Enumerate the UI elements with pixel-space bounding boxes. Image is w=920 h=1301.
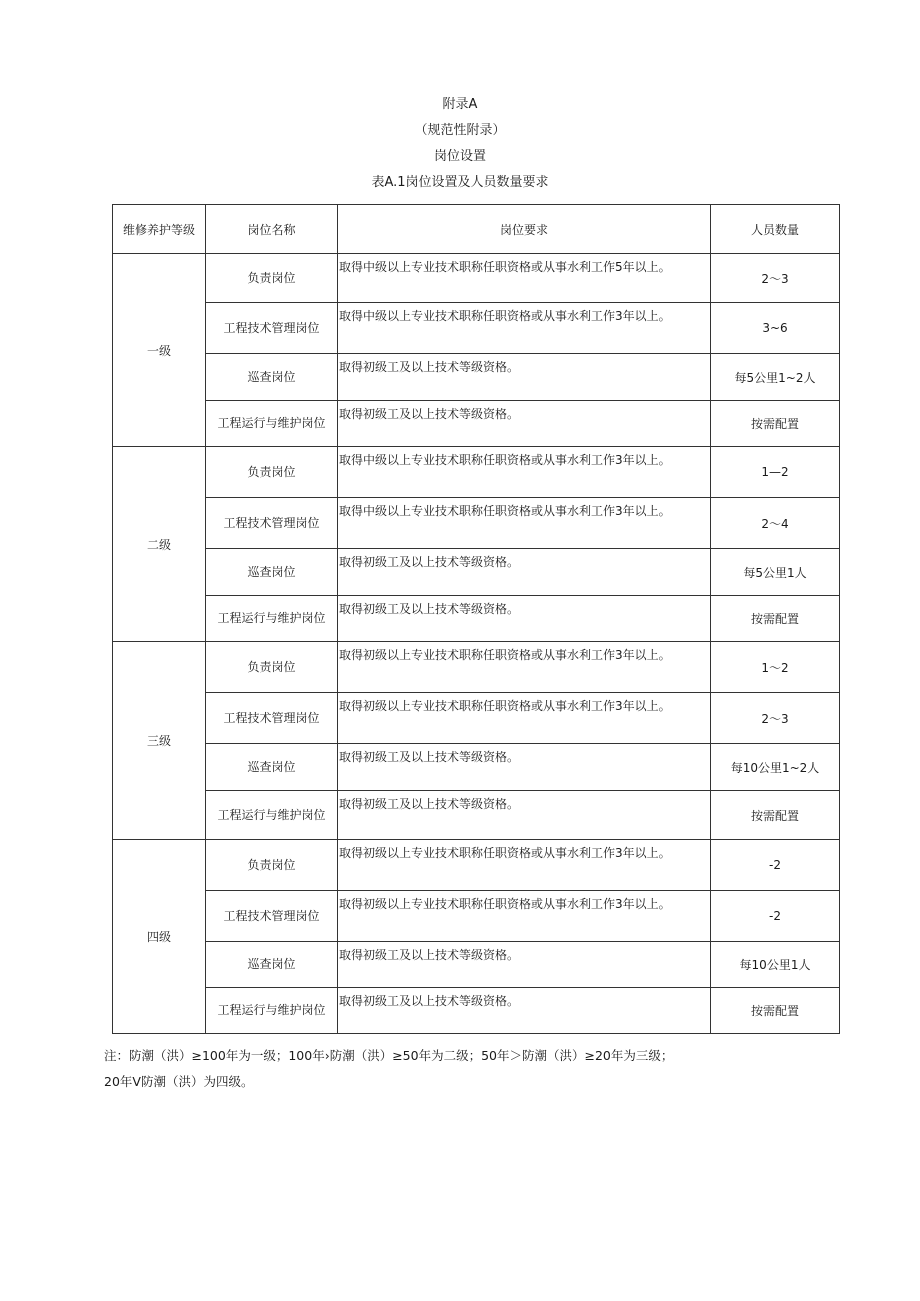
- post-name-cell: 工程运行与维护岗位: [206, 988, 338, 1034]
- staff-count-cell: -2: [711, 840, 840, 891]
- table-row: [113, 988, 840, 1034]
- table-body: [113, 254, 840, 1034]
- staff-count-cell: 每5公里1人: [711, 549, 840, 596]
- requirement-cell: 取得初级工及以上技术等级资格。: [338, 549, 711, 596]
- staffing-table: [112, 204, 840, 1034]
- table-row: [113, 447, 840, 498]
- table-row: [113, 401, 840, 447]
- requirement-cell: 取得中级以上专业技术职称任职资格或从事水利工作3年以上。: [338, 498, 711, 549]
- document-heading: [0, 92, 920, 196]
- staff-count-cell: 3~6: [711, 303, 840, 354]
- table-row: [113, 354, 840, 401]
- post-name-cell: 巡查岗位: [206, 942, 338, 988]
- appendix-type: （规范性附录）: [414, 123, 506, 138]
- note-line-2: 20年V防潮（洪）为四级。: [104, 1074, 254, 1089]
- table-row: [113, 891, 840, 942]
- requirement-cell: 取得初级工及以上技术等级资格。: [338, 988, 711, 1034]
- post-name-cell: 巡查岗位: [206, 744, 338, 791]
- table-row: [113, 840, 840, 891]
- level-cell: 二级: [113, 447, 206, 642]
- requirement-cell: 取得初级工及以上技术等级资格。: [338, 596, 711, 642]
- staff-count-cell: -2: [711, 891, 840, 942]
- header-requirement: 岗位要求: [338, 205, 711, 254]
- staff-count-cell: 每5公里1~2人: [711, 354, 840, 401]
- table-note: [104, 1043, 864, 1095]
- table-caption: 表A.1岗位设置及人员数量要求: [371, 175, 549, 190]
- staff-count-cell: 按需配置: [711, 988, 840, 1034]
- requirement-cell: 取得初级工及以上技术等级资格。: [338, 354, 711, 401]
- header-count: 人员数量: [711, 205, 840, 254]
- staff-count-cell: 2～3: [711, 254, 840, 303]
- requirement-cell: 取得初级以上专业技术职称任职资格或从事水利工作3年以上。: [338, 693, 711, 744]
- staff-count-cell: 按需配置: [711, 401, 840, 447]
- staff-count-cell: 按需配置: [711, 596, 840, 642]
- table-row: [113, 254, 840, 303]
- staff-count-cell: 2～3: [711, 693, 840, 744]
- requirement-cell: 取得初级工及以上技术等级资格。: [338, 942, 711, 988]
- level-cell: 三级: [113, 642, 206, 840]
- requirement-cell: 取得初级工及以上技术等级资格。: [338, 744, 711, 791]
- staff-count-cell: 2～4: [711, 498, 840, 549]
- post-name-cell: 负责岗位: [206, 642, 338, 693]
- requirement-cell: 取得初级以上专业技术职称任职资格或从事水利工作3年以上。: [338, 840, 711, 891]
- post-name-cell: 巡查岗位: [206, 354, 338, 401]
- post-name-cell: 工程技术管理岗位: [206, 498, 338, 549]
- post-name-cell: 工程运行与维护岗位: [206, 596, 338, 642]
- requirement-cell: 取得初级以上专业技术职称任职资格或从事水利工作3年以上。: [338, 642, 711, 693]
- staff-count-cell: 每10公里1人: [711, 942, 840, 988]
- requirement-cell: 取得初级以上专业技术职称任职资格或从事水利工作3年以上。: [338, 891, 711, 942]
- requirement-cell: 取得中级以上专业技术职称任职资格或从事水利工作3年以上。: [338, 303, 711, 354]
- note-line-1: 注：防潮（洪）≥100年为一级；100年›防潮（洪）≥50年为二级；50年＞防潮（洪）≥20年为三级；: [104, 1048, 674, 1063]
- post-name-cell: 工程技术管理岗位: [206, 891, 338, 942]
- table-header-row: [113, 205, 840, 254]
- requirement-cell: 取得中级以上专业技术职称任职资格或从事水利工作5年以上。: [338, 254, 711, 303]
- post-name-cell: 负责岗位: [206, 840, 338, 891]
- post-name-cell: 工程技术管理岗位: [206, 303, 338, 354]
- table-row: [113, 744, 840, 791]
- post-name-cell: 工程运行与维护岗位: [206, 791, 338, 840]
- header-level: 维修养护等级: [113, 205, 206, 254]
- post-name-cell: 工程运行与维护岗位: [206, 401, 338, 447]
- staff-count-cell: 按需配置: [711, 791, 840, 840]
- post-name-cell: 负责岗位: [206, 254, 338, 303]
- post-name-cell: 负责岗位: [206, 447, 338, 498]
- staff-count-cell: 1～2: [711, 642, 840, 693]
- table-row: [113, 549, 840, 596]
- requirement-cell: 取得中级以上专业技术职称任职资格或从事水利工作3年以上。: [338, 447, 711, 498]
- table-row: [113, 596, 840, 642]
- requirement-cell: 取得初级工及以上技术等级资格。: [338, 791, 711, 840]
- table-row: [113, 498, 840, 549]
- post-name-cell: 巡查岗位: [206, 549, 338, 596]
- appendix-subject: 岗位设置: [433, 149, 486, 164]
- table-row: [113, 693, 840, 744]
- appendix-title: 附录A: [442, 97, 478, 112]
- table-row: [113, 942, 840, 988]
- table-row: [113, 791, 840, 840]
- level-cell: 一级: [113, 254, 206, 447]
- requirement-cell: 取得初级工及以上技术等级资格。: [338, 401, 711, 447]
- header-post: 岗位名称: [206, 205, 338, 254]
- post-name-cell: 工程技术管理岗位: [206, 693, 338, 744]
- level-cell: 四级: [113, 840, 206, 1034]
- staff-count-cell: 每10公里1~2人: [711, 744, 840, 791]
- table-row: [113, 303, 840, 354]
- staff-count-cell: 1—2: [711, 447, 840, 498]
- table-row: [113, 642, 840, 693]
